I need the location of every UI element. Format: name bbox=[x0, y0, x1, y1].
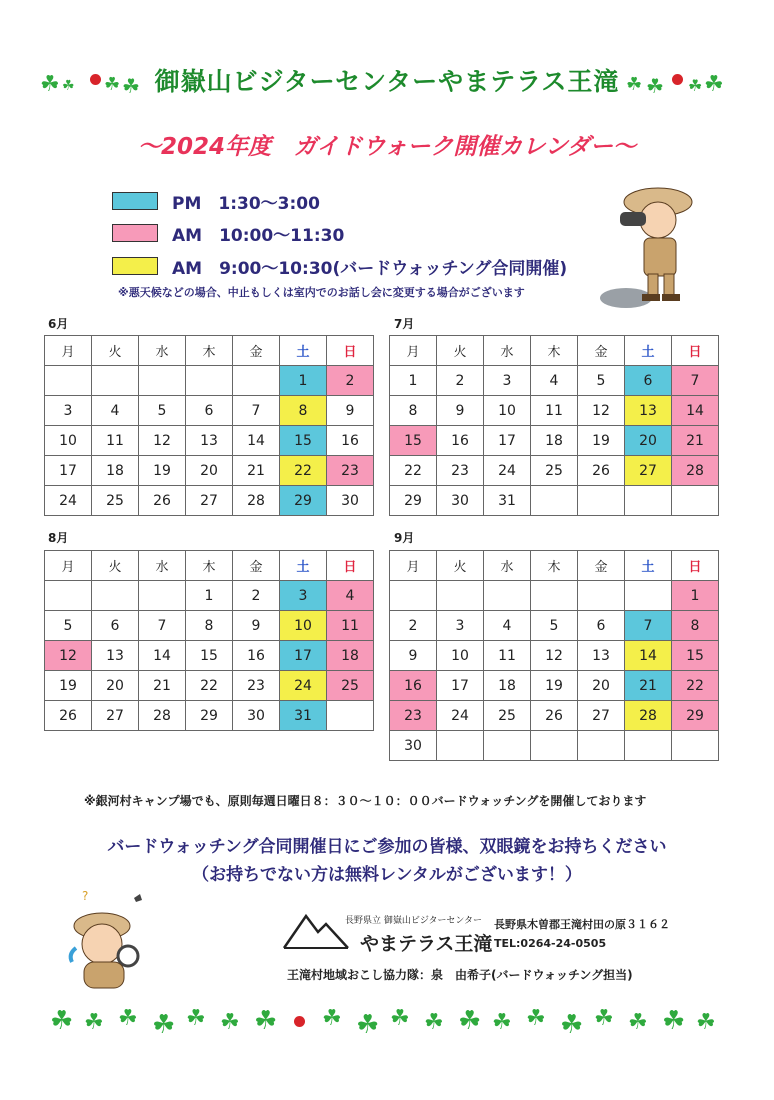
week-row bbox=[45, 671, 374, 701]
day-cell: 20 bbox=[625, 426, 672, 456]
day-cell: 18 bbox=[327, 641, 374, 671]
day-cell: 23 bbox=[233, 671, 280, 701]
empty-cell bbox=[672, 486, 719, 516]
day-cell: 5 bbox=[139, 396, 186, 426]
empty-cell bbox=[437, 731, 484, 761]
day-cell: 18 bbox=[484, 671, 531, 701]
week-row bbox=[45, 641, 374, 671]
weekday-header: 水 bbox=[484, 551, 531, 581]
birdwatch-message: バードウォッチング合同開催日にご参加の皆様、双眼鏡をお持ちください bbox=[107, 837, 667, 857]
day-cell: 13 bbox=[186, 426, 233, 456]
day-cell: 14 bbox=[672, 396, 719, 426]
weekday-header: 水 bbox=[139, 551, 186, 581]
day-cell: 19 bbox=[139, 456, 186, 486]
weekday-header: 金 bbox=[233, 336, 280, 366]
weekday-header: 日 bbox=[327, 551, 374, 581]
weather-note: ※悪天候などの場合、中止もしくは室内でのお話し会に変更する場合がございます bbox=[118, 286, 525, 299]
clover-icon: ☘ bbox=[704, 72, 724, 97]
day-cell: 26 bbox=[45, 701, 92, 731]
day-cell: 22 bbox=[186, 671, 233, 701]
empty-cell bbox=[233, 366, 280, 396]
day-cell: 1 bbox=[390, 366, 437, 396]
clover-icon: ☘ bbox=[122, 74, 140, 98]
weekday-header: 金 bbox=[578, 551, 625, 581]
clover-icon: ☘ bbox=[40, 72, 60, 97]
day-cell: 22 bbox=[390, 456, 437, 486]
day-cell: 24 bbox=[437, 701, 484, 731]
svg-text:?: ? bbox=[82, 889, 89, 903]
day-cell: 8 bbox=[672, 611, 719, 641]
clover-icon: ☘ bbox=[322, 1006, 342, 1031]
day-cell: 26 bbox=[139, 486, 186, 516]
clover-icon: ☘ bbox=[594, 1006, 614, 1031]
month-label: 9月 bbox=[394, 531, 415, 545]
weekday-header: 水 bbox=[484, 336, 531, 366]
day-cell: 26 bbox=[531, 701, 578, 731]
day-cell: 14 bbox=[625, 641, 672, 671]
day-cell: 19 bbox=[45, 671, 92, 701]
week-row bbox=[390, 671, 719, 701]
logo-org-name: 長野県立 御嶽山ビジターセンター bbox=[345, 916, 482, 926]
day-cell: 15 bbox=[672, 641, 719, 671]
empty-cell bbox=[390, 581, 437, 611]
weekday-header: 土 bbox=[625, 551, 672, 581]
weekday-header: 日 bbox=[672, 551, 719, 581]
empty-cell bbox=[139, 581, 186, 611]
day-cell: 24 bbox=[280, 671, 327, 701]
weekday-header: 土 bbox=[625, 336, 672, 366]
month-calendar bbox=[44, 335, 374, 516]
day-cell: 20 bbox=[578, 671, 625, 701]
clover-icon: ☘ bbox=[424, 1010, 444, 1035]
day-cell: 13 bbox=[578, 641, 625, 671]
empty-cell bbox=[531, 486, 578, 516]
day-cell: 3 bbox=[45, 396, 92, 426]
day-cell: 26 bbox=[578, 456, 625, 486]
month-label: 8月 bbox=[48, 531, 69, 545]
clover-icon: ☘ bbox=[186, 1006, 206, 1031]
day-cell: 23 bbox=[327, 456, 374, 486]
logo-name: やまテラス王滝 bbox=[360, 933, 493, 955]
clover-icon: ☘ bbox=[526, 1006, 546, 1031]
day-cell: 14 bbox=[233, 426, 280, 456]
day-cell: 18 bbox=[531, 426, 578, 456]
day-cell: 8 bbox=[280, 396, 327, 426]
day-cell: 28 bbox=[139, 701, 186, 731]
week-row bbox=[390, 581, 719, 611]
day-cell: 7 bbox=[672, 366, 719, 396]
weekday-header: 火 bbox=[437, 336, 484, 366]
empty-cell bbox=[625, 731, 672, 761]
day-cell: 15 bbox=[390, 426, 437, 456]
empty-cell bbox=[139, 366, 186, 396]
day-cell: 2 bbox=[327, 366, 374, 396]
week-row bbox=[390, 396, 719, 426]
day-cell: 8 bbox=[186, 611, 233, 641]
legend-item bbox=[112, 255, 567, 277]
day-cell: 17 bbox=[45, 456, 92, 486]
day-cell: 4 bbox=[531, 366, 578, 396]
day-cell: 24 bbox=[484, 456, 531, 486]
clover-icon: ☘ bbox=[62, 78, 75, 94]
legend-item bbox=[112, 222, 344, 244]
legend-swatch bbox=[112, 257, 158, 275]
weekday-header: 金 bbox=[233, 551, 280, 581]
clover-icon: ☘ bbox=[254, 1006, 278, 1036]
day-cell: 13 bbox=[625, 396, 672, 426]
day-cell: 19 bbox=[578, 426, 625, 456]
day-cell: 21 bbox=[233, 456, 280, 486]
day-cell: 17 bbox=[280, 641, 327, 671]
day-cell: 1 bbox=[186, 581, 233, 611]
day-cell: 21 bbox=[139, 671, 186, 701]
day-cell: 24 bbox=[45, 486, 92, 516]
weekday-header: 火 bbox=[437, 551, 484, 581]
day-cell: 25 bbox=[327, 671, 374, 701]
day-cell: 28 bbox=[233, 486, 280, 516]
week-row bbox=[45, 396, 374, 426]
day-cell: 29 bbox=[672, 701, 719, 731]
weekday-header: 木 bbox=[531, 551, 578, 581]
day-cell: 10 bbox=[437, 641, 484, 671]
day-cell: 18 bbox=[92, 456, 139, 486]
day-cell: 23 bbox=[437, 456, 484, 486]
day-cell: 16 bbox=[390, 671, 437, 701]
day-cell: 4 bbox=[327, 581, 374, 611]
day-cell: 27 bbox=[186, 486, 233, 516]
empty-cell bbox=[578, 486, 625, 516]
clover-icon: ☘ bbox=[50, 1006, 74, 1036]
day-cell: 29 bbox=[280, 486, 327, 516]
empty-cell bbox=[437, 581, 484, 611]
day-cell: 27 bbox=[92, 701, 139, 731]
month-label: 6月 bbox=[48, 317, 69, 331]
day-cell: 5 bbox=[531, 611, 578, 641]
clover-icon: ☘ bbox=[356, 1010, 380, 1040]
day-cell: 10 bbox=[45, 426, 92, 456]
address: 長野県木曽郡王滝村田の原３１６２ bbox=[494, 918, 670, 931]
day-cell: 2 bbox=[390, 611, 437, 641]
legend-item bbox=[112, 190, 320, 212]
week-row bbox=[390, 456, 719, 486]
month-calendar bbox=[44, 550, 374, 731]
empty-cell bbox=[484, 731, 531, 761]
clover-icon: ☘ bbox=[662, 1006, 686, 1036]
empty-cell bbox=[625, 581, 672, 611]
empty-cell bbox=[672, 731, 719, 761]
day-cell: 2 bbox=[437, 366, 484, 396]
day-cell: 3 bbox=[437, 611, 484, 641]
empty-cell bbox=[625, 486, 672, 516]
day-cell: 25 bbox=[531, 456, 578, 486]
day-cell: 28 bbox=[672, 456, 719, 486]
legend-label: PM 1:30～3:00 bbox=[172, 193, 320, 214]
week-row bbox=[390, 366, 719, 396]
day-cell: 6 bbox=[186, 396, 233, 426]
weekday-header: 木 bbox=[531, 336, 578, 366]
day-cell: 7 bbox=[625, 611, 672, 641]
day-cell: 10 bbox=[280, 611, 327, 641]
weekday-header: 月 bbox=[390, 336, 437, 366]
day-cell: 30 bbox=[437, 486, 484, 516]
clover-icon: ☘ bbox=[646, 74, 664, 98]
day-cell: 6 bbox=[92, 611, 139, 641]
empty-cell bbox=[531, 731, 578, 761]
ladybug-icon bbox=[294, 1016, 305, 1027]
day-cell: 10 bbox=[484, 396, 531, 426]
day-cell: 9 bbox=[327, 396, 374, 426]
day-cell: 22 bbox=[280, 456, 327, 486]
day-cell: 20 bbox=[186, 456, 233, 486]
cooperator-credit: 王滝村地域おこし協力隊：泉 由希子(バードウォッチング担当) bbox=[287, 968, 633, 982]
mountain-logo-icon bbox=[282, 908, 352, 952]
day-cell: 11 bbox=[92, 426, 139, 456]
clover-icon: ☘ bbox=[492, 1010, 512, 1035]
day-cell: 29 bbox=[186, 701, 233, 731]
day-cell: 4 bbox=[92, 396, 139, 426]
day-cell: 22 bbox=[672, 671, 719, 701]
day-cell: 27 bbox=[625, 456, 672, 486]
day-cell: 28 bbox=[625, 701, 672, 731]
legend-swatch bbox=[112, 224, 158, 242]
day-cell: 31 bbox=[484, 486, 531, 516]
empty-cell bbox=[531, 581, 578, 611]
day-cell: 2 bbox=[233, 581, 280, 611]
day-cell: 19 bbox=[531, 671, 578, 701]
week-row bbox=[45, 426, 374, 456]
day-cell: 25 bbox=[484, 701, 531, 731]
week-row bbox=[45, 486, 374, 516]
legend-swatch bbox=[112, 192, 158, 210]
day-cell: 1 bbox=[280, 366, 327, 396]
day-cell: 30 bbox=[390, 731, 437, 761]
week-row bbox=[390, 611, 719, 641]
day-cell: 16 bbox=[327, 426, 374, 456]
day-cell: 20 bbox=[92, 671, 139, 701]
day-cell: 30 bbox=[327, 486, 374, 516]
explorer-magnifier-illustration bbox=[62, 888, 152, 998]
day-cell: 4 bbox=[484, 611, 531, 641]
week-row bbox=[390, 641, 719, 671]
day-cell: 12 bbox=[531, 641, 578, 671]
weekday-header: 月 bbox=[390, 551, 437, 581]
day-cell: 31 bbox=[280, 701, 327, 731]
weekday-header: 月 bbox=[45, 336, 92, 366]
day-cell: 12 bbox=[139, 426, 186, 456]
day-cell: 29 bbox=[390, 486, 437, 516]
day-cell: 30 bbox=[233, 701, 280, 731]
clover-icon: ☘ bbox=[152, 1010, 176, 1040]
empty-cell bbox=[45, 366, 92, 396]
day-cell: 3 bbox=[280, 581, 327, 611]
day-cell: 17 bbox=[484, 426, 531, 456]
month-calendar bbox=[389, 335, 719, 516]
day-cell: 14 bbox=[139, 641, 186, 671]
weekday-header: 金 bbox=[578, 336, 625, 366]
week-row bbox=[45, 456, 374, 486]
clover-icon: ☘ bbox=[560, 1010, 584, 1040]
empty-cell bbox=[45, 581, 92, 611]
week-row bbox=[45, 611, 374, 641]
week-row bbox=[390, 486, 719, 516]
page-subtitle: ～2024年度 ガイドウォーク開催カレンダー～ bbox=[138, 134, 636, 160]
empty-cell bbox=[484, 581, 531, 611]
camp-note: ※銀河村キャンプ場でも、原則毎週日曜日８：３０～１０：００バードウォッチングを開催しております bbox=[84, 794, 647, 808]
explorer-binoculars-illustration bbox=[596, 180, 706, 310]
weekday-header: 木 bbox=[186, 551, 233, 581]
clover-icon: ☘ bbox=[104, 74, 121, 95]
weekday-header: 火 bbox=[92, 336, 139, 366]
day-cell: 21 bbox=[672, 426, 719, 456]
weekday-header: 土 bbox=[280, 336, 327, 366]
legend-label: AM 9:00～10:30(バードウォッチング合同開催) bbox=[172, 258, 568, 279]
phone-number: TEL:0264-24-0505 bbox=[494, 937, 607, 950]
weekday-header: 水 bbox=[139, 336, 186, 366]
day-cell: 12 bbox=[578, 396, 625, 426]
empty-cell bbox=[92, 581, 139, 611]
day-cell: 16 bbox=[233, 641, 280, 671]
empty-cell bbox=[578, 581, 625, 611]
week-row bbox=[390, 426, 719, 456]
clover-icon: ☘ bbox=[84, 1010, 104, 1035]
weekday-header: 日 bbox=[672, 336, 719, 366]
day-cell: 11 bbox=[327, 611, 374, 641]
clover-icon: ☘ bbox=[688, 76, 703, 95]
day-cell: 15 bbox=[186, 641, 233, 671]
day-cell: 5 bbox=[578, 366, 625, 396]
day-cell: 3 bbox=[484, 366, 531, 396]
empty-cell bbox=[578, 731, 625, 761]
week-row bbox=[45, 366, 374, 396]
day-cell: 16 bbox=[437, 426, 484, 456]
clover-icon: ☘ bbox=[696, 1010, 716, 1035]
day-cell: 15 bbox=[280, 426, 327, 456]
clover-icon: ☘ bbox=[390, 1006, 410, 1031]
clover-icon: ☘ bbox=[458, 1006, 482, 1036]
empty-cell bbox=[186, 366, 233, 396]
day-cell: 12 bbox=[45, 641, 92, 671]
weekday-header: 土 bbox=[280, 551, 327, 581]
day-cell: 9 bbox=[390, 641, 437, 671]
week-row bbox=[45, 581, 374, 611]
empty-cell bbox=[327, 701, 374, 731]
day-cell: 6 bbox=[625, 366, 672, 396]
legend-label: AM 10:00～11:30 bbox=[172, 225, 345, 246]
empty-cell bbox=[92, 366, 139, 396]
day-cell: 21 bbox=[625, 671, 672, 701]
day-cell: 25 bbox=[92, 486, 139, 516]
weekday-header: 日 bbox=[327, 336, 374, 366]
birdwatch-rental-note: （お持ちでない方は無料レンタルがございます！） bbox=[192, 865, 582, 885]
weekday-header: 木 bbox=[186, 336, 233, 366]
day-cell: 7 bbox=[233, 396, 280, 426]
clover-icon: ☘ bbox=[628, 1010, 648, 1035]
clover-icon: ☘ bbox=[220, 1010, 240, 1035]
day-cell: 23 bbox=[390, 701, 437, 731]
weekday-header: 月 bbox=[45, 551, 92, 581]
day-cell: 5 bbox=[45, 611, 92, 641]
weekday-header: 火 bbox=[92, 551, 139, 581]
day-cell: 17 bbox=[437, 671, 484, 701]
month-calendar bbox=[389, 550, 719, 761]
clover-icon: ☘ bbox=[626, 74, 643, 95]
day-cell: 13 bbox=[92, 641, 139, 671]
week-row bbox=[45, 701, 374, 731]
day-cell: 6 bbox=[578, 611, 625, 641]
day-cell: 11 bbox=[484, 641, 531, 671]
page-title: 御嶽山ビジターセンターやまテラス王滝 bbox=[154, 67, 620, 96]
day-cell: 9 bbox=[437, 396, 484, 426]
day-cell: 7 bbox=[139, 611, 186, 641]
month-label: 7月 bbox=[394, 317, 415, 331]
day-cell: 1 bbox=[672, 581, 719, 611]
day-cell: 11 bbox=[531, 396, 578, 426]
day-cell: 8 bbox=[390, 396, 437, 426]
clover-icon: ☘ bbox=[118, 1006, 138, 1031]
week-row bbox=[390, 731, 719, 761]
day-cell: 9 bbox=[233, 611, 280, 641]
week-row bbox=[390, 701, 719, 731]
day-cell: 27 bbox=[578, 701, 625, 731]
